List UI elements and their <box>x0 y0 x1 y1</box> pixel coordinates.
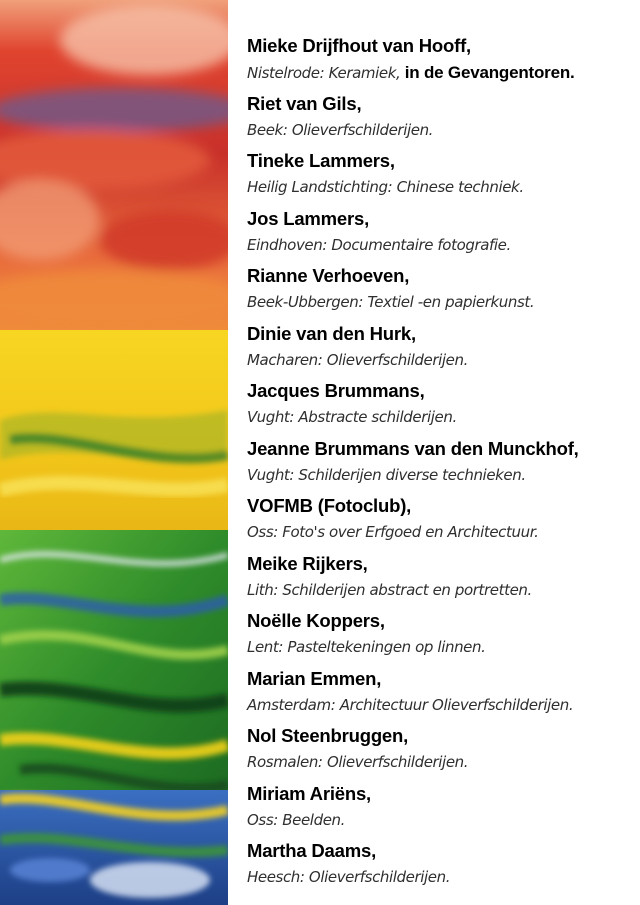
artist-description: Beek-Ubbergen: Textiel -en papierkunst. <box>247 293 535 311</box>
artist-description: Beek: Olieverfschilderijen. <box>247 120 434 139</box>
artist-name: Jacques Brummans, <box>247 380 425 401</box>
artist-description: Heesch: Olieverfschilderijen. <box>247 868 451 886</box>
artist-name: Nol Steenbruggen, <box>247 725 409 746</box>
artist-list <box>247 32 635 895</box>
artist-name: Tineke Lammers, <box>247 150 395 171</box>
artist-description: Amsterdam: Architectuur Olieverfschilderijen. <box>247 695 574 714</box>
artist-entry <box>247 665 635 723</box>
artist-entry <box>247 205 635 263</box>
artist-entry <box>247 722 635 780</box>
paint-strokes-image <box>0 0 228 905</box>
artist-name: Mieke Drijfhout van Hooff, <box>247 35 471 56</box>
artist-name: Jeanne Brummans van den Munckhof, <box>247 437 579 459</box>
artist-entry <box>247 32 635 90</box>
artist-description: Rosmalen: Olieverfschilderijen. <box>247 753 469 771</box>
artist-name: Meike Rijkers, <box>247 552 368 574</box>
artist-name: VOFMB (Fotoclub), <box>247 495 412 516</box>
artist-name: Dinie van den Hurk, <box>247 322 416 344</box>
artist-name: Martha Daams, <box>247 840 377 861</box>
artist-description: Lent: Pasteltekeningen op linnen. <box>247 638 486 656</box>
artist-description <box>247 59 635 87</box>
artist-name: Jos Lammers, <box>247 207 370 229</box>
venue-highlight: in de Gevangentoren. <box>404 63 575 82</box>
artist-entry <box>247 320 635 378</box>
artist-entry <box>247 492 635 550</box>
artist-description: Oss: Beelden. <box>247 810 345 829</box>
artist-entry <box>247 377 635 435</box>
artist-description: Macharen: Olieverfschilderijen. <box>247 350 468 369</box>
artist-entry <box>247 780 635 838</box>
artist-name: Marian Emmen, <box>247 667 382 689</box>
artist-description: Lith: Schilderijen abstract en portretten. <box>247 580 532 599</box>
artist-entry <box>247 550 635 608</box>
artist-name: Rianne Verhoeven, <box>247 265 410 286</box>
artist-description: Eindhoven: Documentaire fotografie. <box>247 235 511 254</box>
artist-description: Vught: Schilderijen diverse technieken. <box>247 465 526 484</box>
artist-entry <box>247 837 635 895</box>
artist-description-text: Nistelrode: Keramiek, <box>247 64 401 82</box>
paint-strokes-icon <box>0 0 228 905</box>
artist-entry <box>247 147 635 205</box>
artist-description: Oss: Foto's over Erfgoed en Architectuur. <box>247 523 539 541</box>
artist-name: Miriam Ariëns, <box>247 782 371 804</box>
artist-name: Riet van Gils, <box>247 92 362 114</box>
artist-entry <box>247 607 635 665</box>
artist-description: Heilig Landstichting: Chinese techniek. <box>247 178 524 196</box>
artist-entry <box>247 262 635 320</box>
artist-entry <box>247 435 635 493</box>
artist-entry <box>247 90 635 148</box>
artist-description: Vught: Abstracte schilderijen. <box>247 408 457 426</box>
artist-name: Noëlle Koppers, <box>247 610 385 631</box>
